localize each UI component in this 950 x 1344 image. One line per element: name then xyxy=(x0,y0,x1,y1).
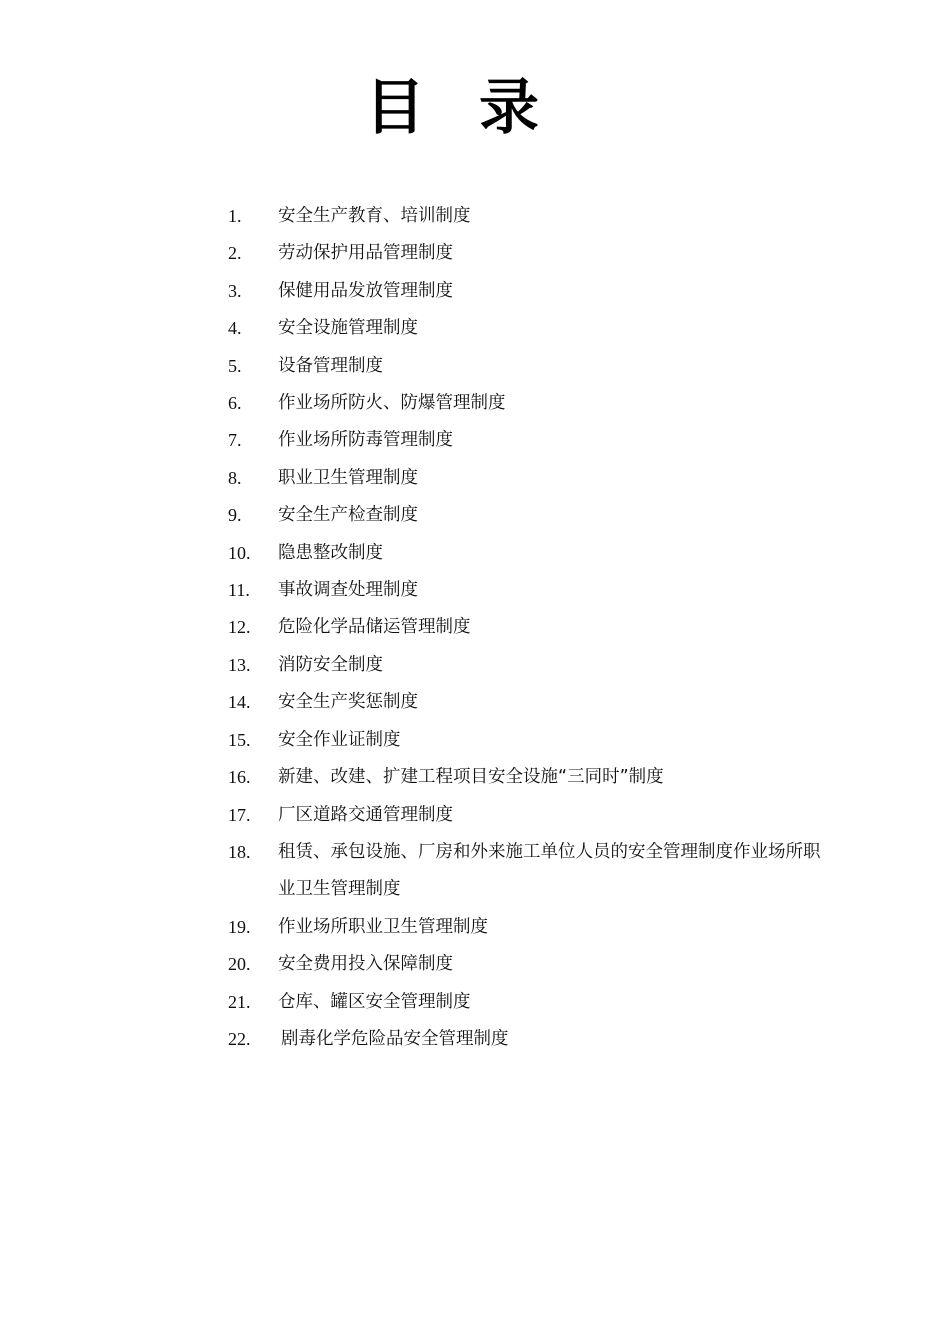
toc-item-title: 安全设施管理制度 xyxy=(278,318,418,339)
toc-item-number: 3. xyxy=(228,280,242,301)
toc-item xyxy=(228,909,828,946)
toc-item-title: 隐患整改制度 xyxy=(278,542,383,563)
toc-item xyxy=(228,385,828,422)
toc-item xyxy=(228,1021,828,1058)
toc-item xyxy=(228,834,828,909)
toc-item-number: 15. xyxy=(228,729,251,750)
toc-item-number: 22. xyxy=(228,1028,251,1049)
page-title: 目录 xyxy=(365,73,593,143)
toc-item-number: 7. xyxy=(228,430,242,451)
toc-item-title: 仓库、罐区安全管理制度 xyxy=(278,991,471,1012)
toc-item-number: 1. xyxy=(228,206,242,226)
toc-item-title: 安全生产奖惩制度 xyxy=(278,692,418,713)
toc-item-number: 11. xyxy=(228,580,250,601)
toc-item-number: 17. xyxy=(228,804,251,825)
toc-item xyxy=(228,722,828,759)
toc-item-number: 20. xyxy=(228,954,251,975)
toc-item-title: 新建、改建、扩建工程项目安全设施“三同时”制度 xyxy=(278,767,664,788)
toc-item-title: 租赁、承包设施、厂房和外来施工单位人员的安全管理制度作业场所职业卫生管理制度 xyxy=(278,841,821,900)
toc-item-number: 21. xyxy=(228,991,251,1012)
toc-item-number: 9. xyxy=(228,505,242,526)
toc-item-title: 剧毒化学危险品安全管理制度 xyxy=(281,1028,509,1049)
toc-item xyxy=(228,759,828,796)
toc-item-number: 4. xyxy=(228,318,242,339)
toc-item-title: 职业卫生管理制度 xyxy=(278,467,418,488)
toc-item xyxy=(228,198,828,235)
toc-item-title: 保健用品发放管理制度 xyxy=(278,280,453,301)
toc-item xyxy=(228,946,828,983)
toc-item xyxy=(228,797,828,834)
toc-item-title: 安全生产教育、培训制度 xyxy=(278,206,471,226)
toc-item xyxy=(228,609,828,646)
toc-item-number: 19. xyxy=(228,916,251,937)
toc-item-number: 16. xyxy=(228,767,251,788)
toc-item-title: 安全作业证制度 xyxy=(278,729,401,750)
toc-item-title: 设备管理制度 xyxy=(278,355,383,376)
toc-item xyxy=(228,348,828,385)
toc-item xyxy=(228,647,828,684)
toc-item-number: 6. xyxy=(228,393,242,414)
toc-item-title: 消防安全制度 xyxy=(278,654,383,675)
toc-item xyxy=(228,273,828,310)
toc-item xyxy=(228,535,828,572)
toc-item-title: 安全生产检查制度 xyxy=(278,505,418,526)
toc-item-title: 安全费用投入保障制度 xyxy=(278,954,453,975)
toc-item xyxy=(228,422,828,459)
toc-item-number: 5. xyxy=(228,355,242,376)
toc-item-number: 18. xyxy=(228,841,251,862)
toc-item xyxy=(228,460,828,497)
toc-item-number: 13. xyxy=(228,654,251,675)
toc-item-title: 作业场所职业卫生管理制度 xyxy=(278,916,488,937)
toc-item xyxy=(228,684,828,721)
toc-item-number: 10. xyxy=(228,542,251,563)
toc-item xyxy=(228,572,828,609)
toc-item xyxy=(228,310,828,347)
table-of-contents xyxy=(228,198,828,1058)
toc-item-number: 14. xyxy=(228,692,251,713)
toc-item-number: 8. xyxy=(228,467,242,488)
toc-item xyxy=(228,235,828,272)
toc-item-title: 事故调查处理制度 xyxy=(278,580,418,601)
toc-item-title: 作业场所防毒管理制度 xyxy=(278,430,453,451)
toc-item-number: 12. xyxy=(228,617,251,638)
toc-item xyxy=(228,984,828,1021)
toc-item-title: 作业场所防火、防爆管理制度 xyxy=(278,393,506,414)
toc-item-title: 厂区道路交通管理制度 xyxy=(278,804,453,825)
toc-item-title: 危险化学品储运管理制度 xyxy=(278,617,471,638)
toc-item-title: 劳动保护用品管理制度 xyxy=(278,243,453,264)
toc-item-number: 2. xyxy=(228,243,242,264)
toc-item xyxy=(228,497,828,534)
